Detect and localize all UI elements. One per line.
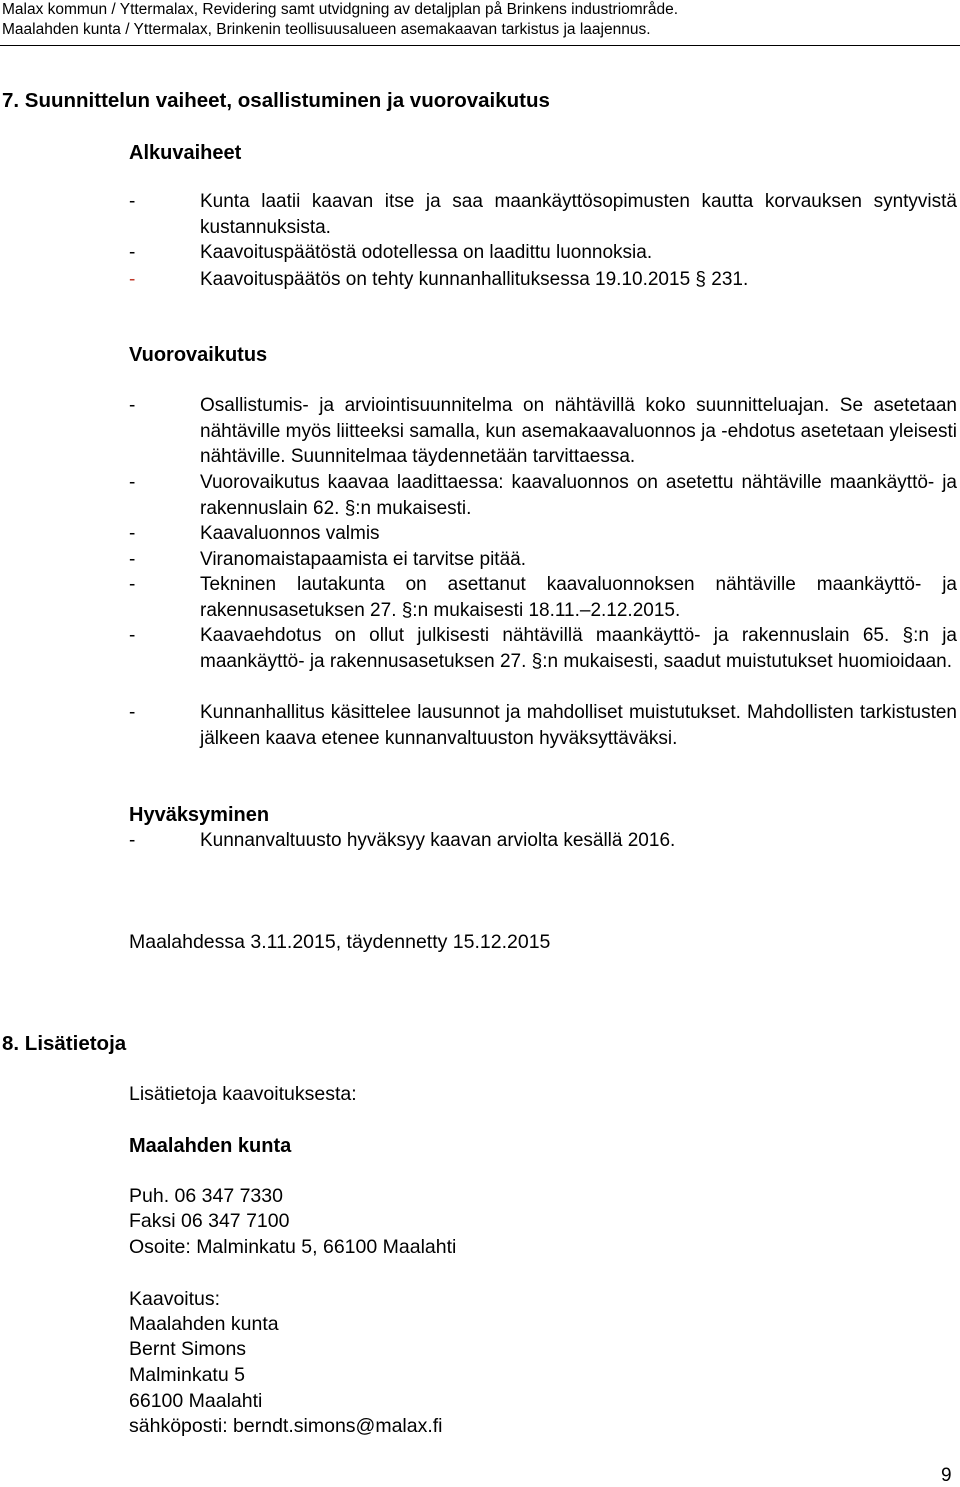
list-item (129, 240, 957, 266)
list-item-text: Kunnanhallitus käsittelee lausunnot ja mahdolliset muistutukset. Mahdollisten tarkistusten jälkeen kaava etenee kunnanvaltuuston hyväksyttäväksi. (200, 702, 957, 749)
list-item-text: Kunnanvaltuusto hyväksyy kaavan arviolta kesällä 2016. (200, 830, 676, 851)
list-item-text: Osallistumis- ja arviointisuunnitelma on nähtävillä koko suunnitteluajan. Se asetetaan nähtäville myös liitteeksi samalla, kun asemakaavaluonnos ja -ehdotus asetetaan yleisesti nähtäville. Suunnitelmaa täydennetään tarvittaessa. (200, 395, 957, 467)
list-item-text: Kunta laatii kaavan itse ja saa maankäyttösopimusten kautta korvauksen syntyvistä kustannuksista. (200, 191, 957, 238)
contact-address: Osoite: Malminkatu 5, 66100 Maalahti (129, 1236, 457, 1258)
list-item (129, 700, 957, 751)
list-item-text: Kaavaehdotus on ollut julkisesti nähtävillä maankäyttö- ja rakennuslain 65. §:n ja maankäyttö- ja rakennusasetuksen 27. §:n mukaisesti, saadut muistutukset huomioidaan. (200, 625, 957, 672)
list-item-text: Kaavaluonnos valmis (200, 523, 380, 544)
bullet-dash: - (129, 830, 136, 851)
list-item (129, 572, 957, 623)
contact-phone: Puh. 06 347 7330 (129, 1185, 283, 1207)
list-item (129, 623, 957, 674)
bullet-dash: - (129, 625, 136, 646)
bullet-dash: - (129, 269, 136, 290)
bullet-dash: - (129, 574, 136, 595)
list-item (129, 189, 957, 240)
list-item (129, 547, 957, 573)
contact-fax: Faksi 06 347 7100 (129, 1210, 290, 1232)
running-header-swedish: Malax kommun / Yttermalax, Revidering samt utvidgning av detaljplan på Brinkens industriområde. (2, 1, 679, 18)
hyvaksyminen-heading: Hyväksyminen (129, 804, 270, 826)
planner-email: sähköposti: berndt.simons@malax.fi (129, 1415, 443, 1437)
list-item-text: Vuorovaikutus kaavaa laadittaessa: kaavaluonnos on asetettu nähtäville maankäyttö- ja rakennuslain 62. §:n mukaisesti. (200, 472, 957, 519)
planner-name: Bernt Simons (129, 1338, 247, 1360)
list-item (129, 267, 957, 293)
planner-org: Maalahden kunta (129, 1313, 279, 1335)
list-item (129, 521, 957, 547)
place-date: Maalahdessa 3.11.2015, täydennetty 15.12.2015 (129, 931, 551, 953)
list-item-text: Kaavoituspäätös on tehty kunnanhallituksessa 19.10.2015 § 231. (200, 269, 749, 290)
planner-label: Kaavoitus: (129, 1288, 221, 1310)
section-8-title: 8. Lisätietoja (2, 1032, 127, 1055)
section-7-title: 7. Suunnittelun vaiheet, osallistuminen ja vuorovaikutus (2, 89, 550, 112)
header-rule (0, 45, 960, 46)
bullet-dash: - (129, 702, 136, 723)
planner-city: 66100 Maalahti (129, 1390, 263, 1412)
list-item (129, 470, 957, 521)
info-intro: Lisätietoja kaavoituksesta: (129, 1083, 357, 1105)
running-header-finnish: Maalahden kunta / Yttermalax, Brinkenin teollisuusalueen asemakaavan tarkistus ja laajennus. (2, 21, 651, 38)
list-item-text: Kaavoituspäätöstä odotellessa on laadittu luonnoksia. (200, 242, 653, 263)
bullet-dash: - (129, 191, 136, 212)
bullet-dash: - (129, 523, 136, 544)
bullet-dash: - (129, 549, 136, 570)
org-name: Maalahden kunta (129, 1135, 292, 1157)
list-item-text: Viranomaistapaamista ei tarvitse pitää. (200, 549, 526, 570)
alkuvaiheet-heading: Alkuvaiheet (129, 142, 242, 164)
list-item (129, 828, 957, 854)
bullet-dash: - (129, 472, 136, 493)
planner-street: Malminkatu 5 (129, 1364, 245, 1386)
bullet-dash: - (129, 242, 136, 263)
list-item-text: Tekninen lautakunta on asettanut kaavaluonnoksen nähtäville maankäyttö- ja rakennusasetuksen 27. §:n mukaisesti 18.11.–2.12.2015. (200, 574, 957, 621)
vuorovaikutus-heading: Vuorovaikutus (129, 344, 268, 366)
bullet-dash: - (129, 395, 136, 416)
list-item (129, 393, 957, 470)
page-number: 9 (941, 1465, 952, 1486)
